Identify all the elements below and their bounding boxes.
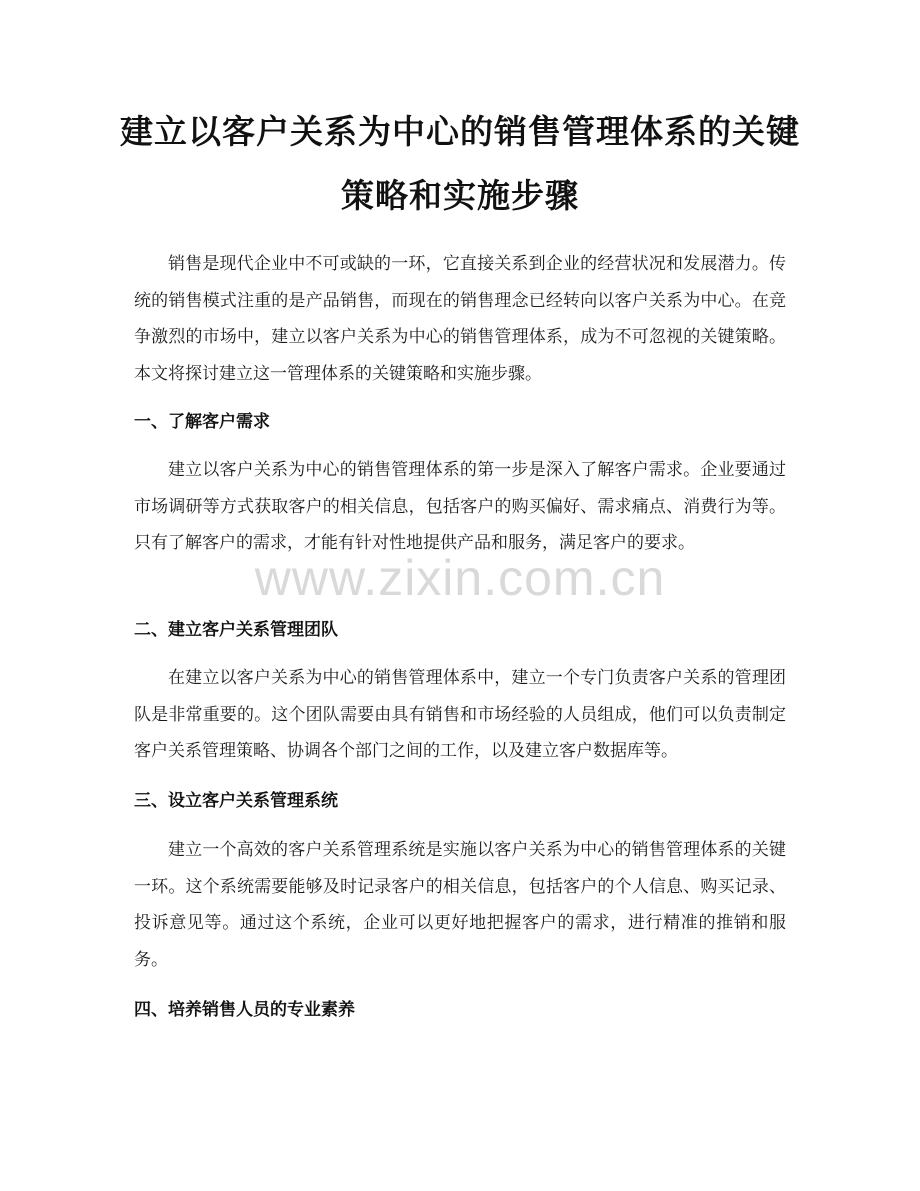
section-heading-2: 二、建立客户关系管理团队 bbox=[134, 620, 338, 640]
section-body-3: 建立一个高效的客户关系管理系统是实施以客户关系为中心的销售管理体系的关键一环。这个系统需要能够及时记录客户的相关信息，包括客户的个人信息、购买记录、投诉意见等。通过这个系统，企业可以更好地把握客户的需求，进行精准的推销和服务。 bbox=[134, 840, 786, 970]
section-heading-4: 四、培养销售人员的专业素养 bbox=[134, 1000, 355, 1020]
section-body-1: 建立以客户关系为中心的销售管理体系的第一步是深入了解客户需求。企业要通过市场调研等方式获取客户的相关信息，包括客户的购买偏好、需求痛点、消费行为等。只有了解客户的需求，才能有针对性地提供产品和服务，满足客户的要求。 bbox=[134, 460, 786, 553]
document-title: 建立以客户关系为中心的销售管理体系的关键策略和实施步骤 bbox=[120, 112, 800, 215]
section-heading-3: 三、设立客户关系管理系统 bbox=[134, 791, 338, 811]
section-body-2: 在建立以客户关系为中心的销售管理体系中，建立一个专门负责客户关系的管理团队是非常重要的。这个团队需要由具有销售和市场经验的人员组成，他们可以负责制定客户关系管理策略、协调各个部门之间的工作，以及建立客户数据库等。 bbox=[134, 668, 786, 761]
intro-paragraph: 销售是现代企业中不可或缺的一环，它直接关系到企业的经营状况和发展潜力。传统的销售模式注重的是产品销售，而现在的销售理念已经转向以客户关系为中心。在竞争激烈的市场中，建立以客户关系为中心的销售管理体系，成为不可忽视的关键策略。本文将探讨建立这一管理体系的关键策略和实施步骤。 bbox=[134, 254, 786, 384]
watermark-text: www.zixin.com.cn bbox=[254, 550, 666, 606]
section-heading-1: 一、了解客户需求 bbox=[134, 412, 270, 432]
